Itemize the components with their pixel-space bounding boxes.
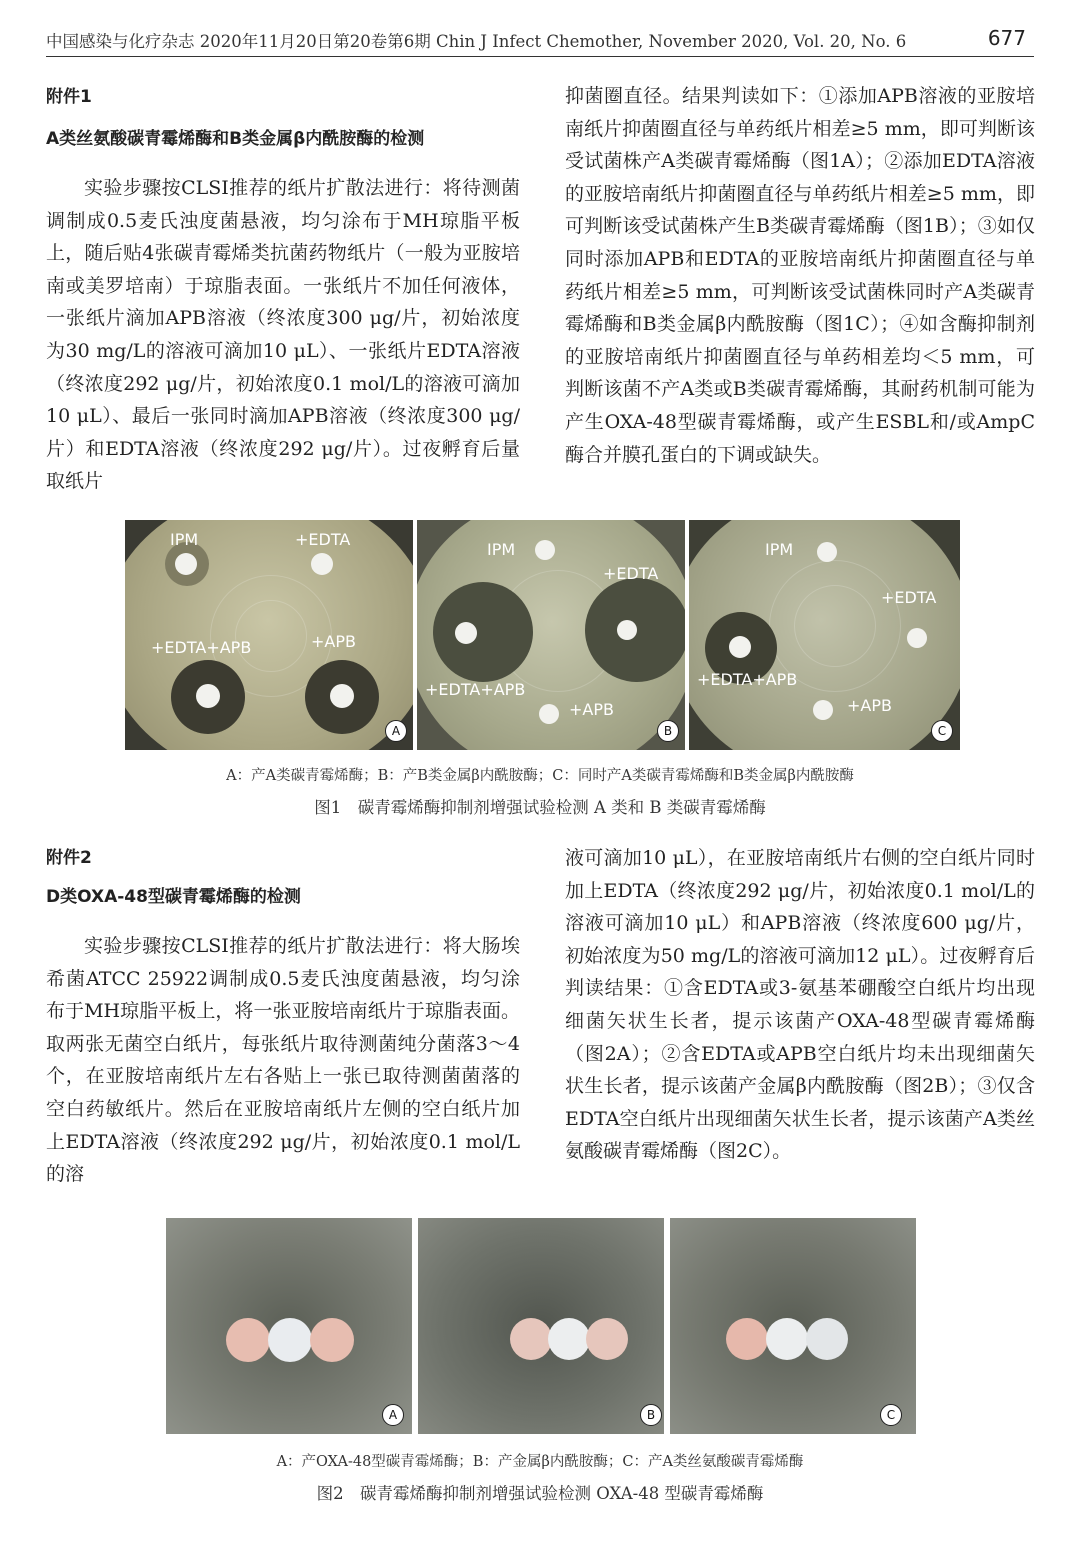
figure1-legend: A：产A类碳青霉烯酶；B：产B类金属β内酰胺酶；C：同时产A类碳青霉烯酶和B类金属β内酰胺酶 [226, 768, 854, 784]
figure1-images [125, 520, 960, 750]
antibiotic-disk [330, 684, 354, 708]
antibiotic-disk [907, 628, 927, 648]
disk-label-ipm: IPM [170, 530, 199, 549]
disk-label-ipm: IPM [765, 540, 794, 559]
disk-label-apb: +APB [311, 632, 356, 651]
disk-label-edta-apb: +EDTA+APB [151, 638, 252, 657]
disk-label-edta-apb: +EDTA+APB [697, 670, 798, 689]
antibiotic-disk [617, 620, 637, 640]
antibiotic-disk [175, 553, 197, 575]
appendix2-title: D类OXA-48型碳青霉烯酶的检测 [46, 887, 301, 907]
antibiotic-disk [196, 684, 220, 708]
appendix1-left-column [46, 80, 520, 498]
figure2-images [166, 1218, 916, 1434]
appendix1-paragraph-1: 实验步骤按CLSI推荐的纸片扩散法进行：将待测菌调制成0.5麦氏浊度菌悬液，均匀涂布于MH琼脂平板上，随后贴4张碳青霉烯类抗菌药物纸片（一般为亚胺培南或美罗培南）于琼脂表面。一张纸片不加任何液体，一张纸片滴加APB溶液（终浓度300 μg/片，初始浓度为30 mg/L的溶液可滴加10 μL）、一张纸片EDTA溶液（终浓度292 μg/片，初始浓度0.1 mol/L的溶液可滴加10 μL）、最后一张同时滴加APB溶液（终浓度300 μg/片）和EDTA溶液（终浓度292 μg/片）。过夜孵育后量取纸片 [46, 177, 520, 493]
disk-edta-apb [806, 1318, 848, 1360]
appendix1-right-column [565, 80, 1035, 471]
plate-ring [235, 600, 307, 672]
figure1-panel-a [125, 520, 413, 750]
appendix1-label: 附件1 [46, 87, 92, 107]
antibiotic-disk [729, 636, 751, 658]
panel-badge: C [931, 720, 953, 742]
disk-label-apb: +APB [569, 700, 614, 719]
disk-edta-apb [310, 1318, 354, 1362]
disk-label-edta: +EDTA [295, 530, 351, 549]
appendix2-paragraph-2: 液可滴加10 μL），在亚胺培南纸片右侧的空白纸片同时加上EDTA（终浓度292 μg/片，初始浓度0.1 mol/L的溶液可滴加10 μL）和APB溶液（终浓度600 μg/片，初始浓度为50 mg/L的溶液可滴加12 μL）。过夜孵育后判读结果：①含EDTA或3-氨基苯硼酸空白纸片均出现细菌矢状生长者，提示该菌产OXA-48型碳青霉烯酶（图2A）；②含EDTA或APB空白纸片均未出现细菌矢状生长者，提示该菌产金属β内酰胺酶（图2B）；③仅含EDTA空白纸片出现细菌矢状生长者，提示该菌产A类丝氨酸碳青霉烯酶（图2C）。 [565, 847, 1035, 1163]
figure2-legend: A：产OXA-48型碳青霉烯酶；B：产金属β内酰胺酶；C：产A类丝氨酸碳青霉烯酶 [276, 1454, 804, 1470]
disk-ipm [548, 1318, 590, 1360]
page-number: 677 [987, 26, 1026, 50]
header-rule [46, 56, 1034, 57]
figure2-caption: 图2 碳青霉烯酶抑制剂增强试验检测 OXA-48 型碳青霉烯酶 [316, 1484, 764, 1503]
appendix1-paragraph-2: 抑菌圈直径。结果判读如下：①添加APB溶液的亚胺培南纸片抑菌圈直径与单药纸片相差≥5 mm，即可判断该受试菌株产A类碳青霉烯酶（图1A）；②添加EDTA溶液的亚胺培南纸片抑菌圈直径与单药纸片相差≥5 mm，即可判断该受试菌株产生B类碳青霉烯酶（图1B）；③如仅同时添加APB和EDTA的亚胺培南纸片抑菌圈直径与单药纸片相差≥5 mm，可判断该受试菌株同时产A类碳青霉烯酶和B类金属β内酰胺酶（图1C）；④如含酶抑制剂的亚胺培南纸片抑菌圈直径与单药相差均＜5 mm，可判断该菌不产A类或B类碳青霉烯酶，其耐药机制可能为产生OXA-48型碳青霉烯酶，或产生ESBL和/或AmpC酶合并膜孔蛋白的下调或缺失。 [565, 85, 1035, 466]
figure1-panel-b [417, 520, 685, 750]
panel-badge: B [657, 720, 679, 742]
disk-edta-apb [586, 1318, 628, 1360]
inhibition-zone [433, 582, 533, 682]
disk-edta [510, 1318, 552, 1360]
antibiotic-disk [813, 700, 833, 720]
figure1-panel-c [689, 520, 960, 750]
disk-edta [726, 1318, 768, 1360]
antibiotic-disk [311, 553, 333, 575]
disk-ipm [268, 1318, 312, 1362]
antibiotic-disk [539, 704, 559, 724]
plate-ring [794, 585, 876, 667]
disk-edta [226, 1318, 270, 1362]
disk-label-ipm: IPM [487, 540, 516, 559]
appendix1-title: A类丝氨酸碳青霉烯酶和B类金属β内酰胺酶的检测 [46, 129, 425, 149]
panel-badge: A [385, 720, 407, 742]
appendix2-paragraph-1: 实验步骤按CLSI推荐的纸片扩散法进行：将大肠埃希菌ATCC 25922调制成0.5麦氏浊度菌悬液，均匀涂布于MH琼脂平板上，将一张亚胺培南纸片于琼脂表面。取两张无菌空白纸片，每张纸片取待测菌纯分菌落3～4个，在亚胺培南纸片左右各贴上一张已取待测菌菌落的空白药敏纸片。然后在亚胺培南纸片左侧的空白纸片加上EDTA溶液（终浓度292 μg/片，初始浓度0.1 mol/L的溶 [46, 935, 520, 1186]
figure1-caption: 图1 碳青霉烯酶抑制剂增强试验检测 A 类和 B 类碳青霉烯酶 [314, 798, 766, 817]
disk-label-edta: +EDTA [881, 588, 937, 607]
disk-label-edta: +EDTA [603, 564, 659, 583]
running-header [46, 26, 1026, 54]
figure2-panel-b [418, 1218, 664, 1434]
appendix2-label: 附件2 [46, 848, 92, 868]
figure2-panel-c [670, 1218, 916, 1434]
figure2-panel-a [166, 1218, 412, 1434]
antibiotic-disk [535, 540, 555, 560]
appendix2-right-column [565, 842, 1035, 1168]
journal-citation: 中国感染与化疗杂志 2020年11月20日第20卷第6期 Chin J Infect Chemother, November 2020, Vol. 20, No. 6 [46, 32, 907, 51]
panel-badge: B [640, 1404, 662, 1426]
disk-ipm [766, 1318, 808, 1360]
appendix2-left-column [46, 842, 520, 1191]
panel-badge: C [880, 1404, 902, 1426]
disk-label-edta-apb: +EDTA+APB [425, 680, 526, 699]
antibiotic-disk [817, 542, 837, 562]
panel-badge: A [382, 1404, 404, 1426]
disk-label-apb: +APB [847, 696, 892, 715]
antibiotic-disk [455, 622, 477, 644]
